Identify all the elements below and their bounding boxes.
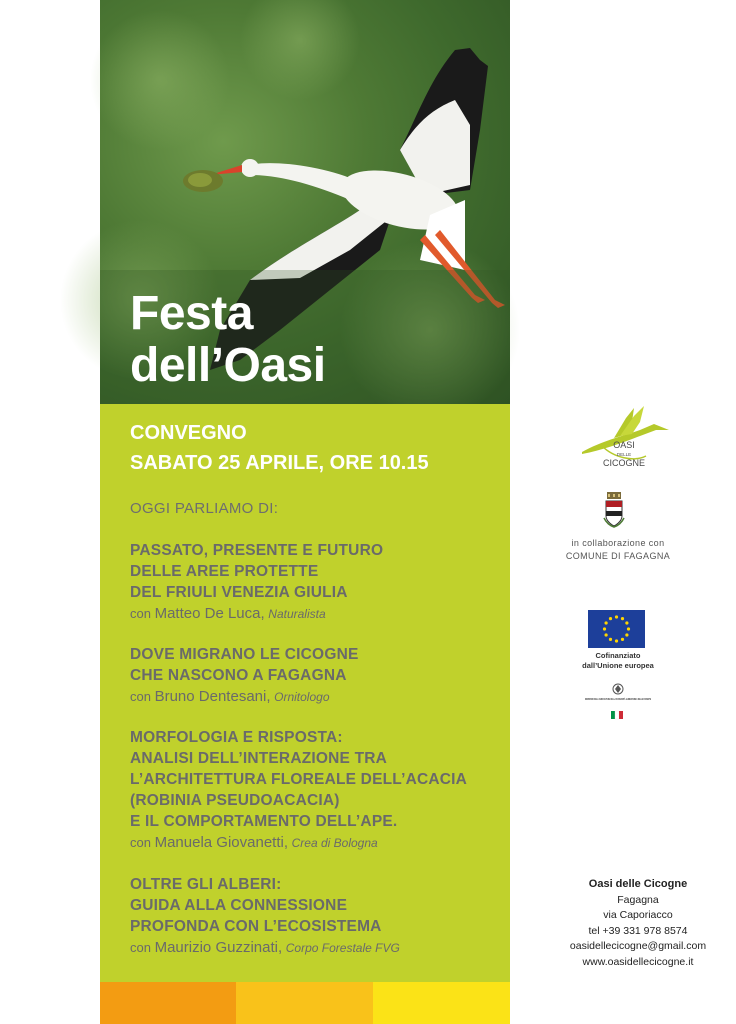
oasi-logo-word: DELLE bbox=[616, 452, 632, 457]
fagagna-crest-icon bbox=[603, 492, 625, 528]
talk-title bbox=[130, 874, 500, 937]
talk-title-line: DOVE MIGRANO LE CICOGNE bbox=[130, 646, 359, 663]
speaker-line bbox=[130, 833, 500, 853]
contact-address: via Caporiacco bbox=[603, 909, 673, 921]
talk-title bbox=[130, 644, 500, 686]
contact-org: Oasi delle Cicogne bbox=[588, 878, 688, 890]
eu-star-icon bbox=[625, 621, 628, 624]
contact-website[interactable]: www.oasidellecicogne.it bbox=[582, 955, 694, 968]
title-line-2: dell’Oasi bbox=[130, 339, 326, 392]
speaker-name: Matteo De Luca, bbox=[154, 605, 265, 622]
eu-star-icon bbox=[625, 633, 628, 636]
poster-title bbox=[130, 288, 326, 392]
talk-item bbox=[130, 644, 500, 707]
speaker-name: Manuela Giovanetti, bbox=[154, 834, 289, 851]
color-stripe-orange bbox=[100, 982, 236, 1024]
talk-title-line: ANALISI DELL’INTERAZIONE TRA bbox=[130, 750, 388, 767]
talk-title-line: DELLE AREE PROTETTE bbox=[130, 563, 319, 580]
talk-title-line: GUIDA ALLA CONNESSIONE bbox=[130, 897, 348, 914]
oasi-logo-stork-icon bbox=[574, 400, 674, 480]
speaker-line bbox=[130, 938, 500, 958]
speaker-line bbox=[130, 604, 500, 624]
eu-caption-line1: Cofinanziato bbox=[595, 651, 641, 660]
event-date: SABATO 25 APRILE, ORE 10.15 bbox=[130, 452, 429, 474]
eu-flag-icon bbox=[588, 610, 645, 648]
color-stripe-amber bbox=[236, 982, 373, 1024]
oasi-logo-word: CICOGNE bbox=[602, 458, 646, 468]
con-label: con bbox=[130, 606, 151, 621]
talk-item bbox=[130, 874, 500, 958]
con-label: con bbox=[130, 689, 151, 704]
speaker-role: Naturalista bbox=[268, 607, 326, 621]
speaker-line bbox=[130, 687, 500, 707]
talk-title-line: L’ARCHITETTURA FLOREALE DELL’ACACIA bbox=[130, 771, 468, 788]
talk-title bbox=[130, 727, 500, 832]
italy-flag-icon bbox=[611, 711, 615, 719]
talk-title-line: CHE NASCONO A FAGAGNA bbox=[130, 667, 347, 684]
ministry-emblem-icon bbox=[580, 682, 703, 722]
collab-partner: COMUNE DI FAGAGNA bbox=[565, 551, 671, 561]
eu-star-icon bbox=[605, 633, 608, 636]
event-info bbox=[130, 418, 429, 478]
con-label: con bbox=[130, 835, 151, 850]
talk-title-line: E IL COMPORTAMENTO DELL’APE. bbox=[130, 813, 398, 830]
talk-title-line: MORFOLOGIA E RISPOSTA: bbox=[130, 729, 343, 746]
contact-block bbox=[540, 877, 736, 970]
sidebar bbox=[520, 0, 724, 1024]
speaker-role: Corpo Forestale FVG bbox=[285, 941, 400, 955]
eu-star-icon bbox=[609, 617, 612, 620]
eu-star-icon bbox=[615, 615, 618, 618]
talk-title-line: PASSATO, PRESENTE E FUTURO bbox=[130, 542, 384, 559]
talk-title-line: (ROBINIA PSEUDOACACIA) bbox=[130, 792, 340, 809]
title-line-1: Festa bbox=[130, 287, 253, 340]
con-label: con bbox=[130, 940, 151, 955]
contact-email[interactable]: oasidellecicogne@gmail.com bbox=[569, 940, 707, 952]
stork-photo bbox=[100, 0, 510, 404]
eu-star-icon bbox=[603, 627, 606, 630]
eu-star-icon bbox=[615, 639, 618, 642]
talk-title bbox=[130, 540, 500, 603]
eu-star-icon bbox=[605, 621, 608, 624]
eu-star-icon bbox=[621, 617, 624, 620]
eu-star-icon bbox=[627, 627, 630, 630]
talk-title-line: PROFONDA CON L’ECOSISTEMA bbox=[130, 918, 382, 935]
speaker-name: Maurizio Guzzinati, bbox=[154, 939, 283, 956]
poster-column bbox=[100, 0, 510, 1024]
ministry-name: MINISTERO DELL’AGRICOLTURA DELLA SOVRANITÀ ALIMENTARE E DELLE FORESTE bbox=[585, 697, 703, 701]
contact-phone: tel +39 331 978 8574 bbox=[588, 924, 688, 937]
talk-item bbox=[130, 540, 500, 624]
eu-star-icon bbox=[609, 638, 612, 641]
talk-title-line: DEL FRIULI VENEZIA GIULIA bbox=[130, 584, 348, 601]
eu-star-icon bbox=[621, 638, 624, 641]
speaker-role: Crea di Bologna bbox=[291, 836, 378, 850]
color-stripe-yellow bbox=[373, 982, 510, 1024]
eu-caption-line2: dall’Unione europea bbox=[582, 661, 654, 670]
contact-city: Fagagna bbox=[617, 893, 659, 906]
collab-label: in collaborazione con bbox=[571, 538, 665, 548]
speaker-name: Bruno Dentesani, bbox=[154, 688, 271, 705]
talk-item bbox=[130, 727, 500, 853]
intro-heading: OGGI PARLIAMO DI: bbox=[130, 500, 279, 517]
oasi-logo-word: OASI bbox=[613, 440, 635, 450]
event-type: CONVEGNO bbox=[130, 422, 247, 444]
speaker-role: Ornitologo bbox=[274, 690, 330, 704]
talk-title-line: OLTRE GLI ALBERI: bbox=[130, 876, 282, 893]
